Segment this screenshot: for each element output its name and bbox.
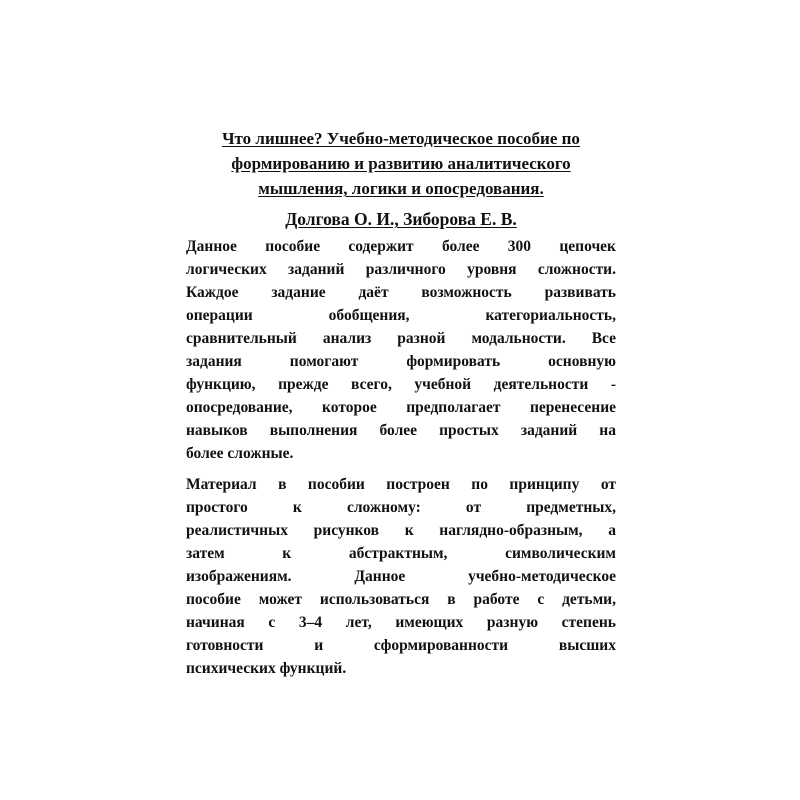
book-title	[186, 126, 616, 201]
description-paragraph-1	[186, 235, 616, 465]
text-line: сравнительный анализ разной модальности. Все	[186, 330, 616, 347]
description-paragraph-2	[186, 473, 616, 680]
text-line: затем к абстрактным, символическим	[186, 545, 616, 562]
title-line: формированию и развитию аналитического	[231, 154, 571, 173]
text-line: Каждое задание даёт возможность развивать	[186, 284, 616, 301]
text-line: навыков выполнения более простых заданий на	[186, 422, 616, 439]
text-line: Данное пособие содержит более 300 цепочек	[186, 238, 616, 255]
text-line: психических функций.	[186, 660, 347, 677]
title-line: мышления, логики и опосредования.	[258, 179, 544, 198]
book-description-page	[186, 126, 616, 680]
text-line: простого к сложному: от предметных,	[186, 499, 616, 516]
text-line: более сложные.	[186, 445, 294, 462]
text-line: логических заданий различного уровня сложности.	[186, 261, 616, 278]
text-line: пособие может использоваться в работе с детьми,	[186, 591, 616, 608]
book-authors: Долгова О. И., Зиборова Е. В.	[285, 209, 517, 229]
text-line: готовности и сформированности высших	[186, 637, 616, 654]
title-line: Что лишнее? Учебно-методическое пособие по	[222, 129, 580, 148]
text-line: изображениям. Данное учебно-методическое	[186, 568, 616, 585]
text-line: реалистичных рисунков к наглядно-образным, а	[186, 522, 616, 539]
text-line: Материал в пособии построен по принципу от	[186, 476, 616, 493]
text-line: функцию, прежде всего, учебной деятельности -	[186, 376, 616, 393]
text-line: операции обобщения, категориальность,	[186, 307, 616, 324]
text-line: начиная с 3–4 лет, имеющих разную степень	[186, 614, 616, 631]
text-line: задания помогают формировать основную	[186, 353, 616, 370]
text-line: опосредование, которое предполагает перенесение	[186, 399, 616, 416]
